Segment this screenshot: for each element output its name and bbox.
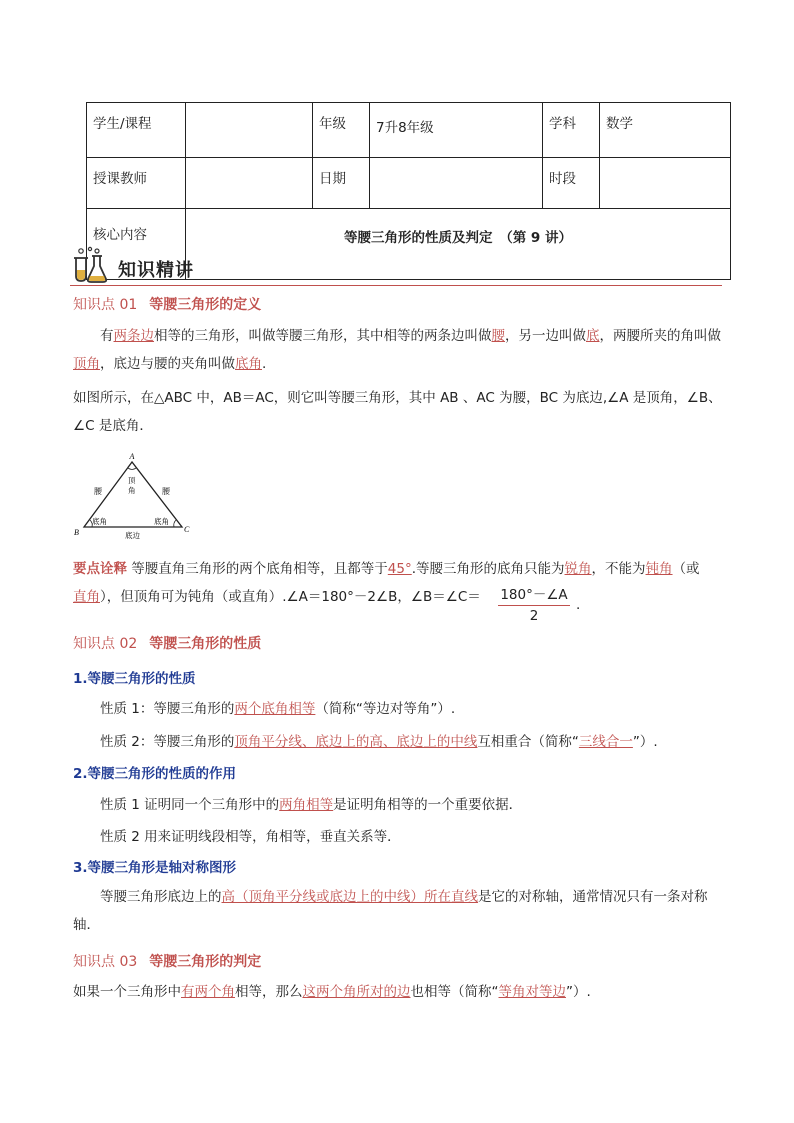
base-label: 底边 xyxy=(125,531,140,540)
text: ”）. xyxy=(566,984,591,1000)
key-note xyxy=(73,555,725,611)
text: 相等，那么 xyxy=(235,984,303,1000)
kp3-criterion xyxy=(73,978,725,1006)
text: 有 xyxy=(100,328,114,344)
knowledge-point-2-heading xyxy=(73,633,261,653)
text: ，底边与腰的夹角叫做 xyxy=(100,356,235,372)
keyword: 这两个角所对的边 xyxy=(302,984,411,1000)
period-label: 时段 xyxy=(543,158,600,209)
text: ，两腰所夹的角叫做 xyxy=(599,328,721,344)
isosceles-triangle-figure xyxy=(70,450,200,542)
keyword: 腰 xyxy=(491,328,505,344)
text: 性质 1 证明同一个三角形中的 xyxy=(100,797,280,813)
vertex-B-label: B xyxy=(74,528,79,537)
keyword: 直角 xyxy=(73,589,100,605)
text: ，不能为 xyxy=(591,561,646,577)
keyword: 45° xyxy=(387,561,412,577)
subject-value: 数学 xyxy=(600,103,731,158)
keyword: 高（顶角平分线或底边上的中线）所在直线 xyxy=(221,889,478,905)
top-angle-label-2: 角 xyxy=(128,486,136,495)
vertex-C-label: C xyxy=(184,525,190,534)
text: （简称“等边对等角”）. xyxy=(315,701,456,717)
property-1 xyxy=(100,697,455,717)
keyword: 两角相等 xyxy=(279,797,334,813)
kp1-number: 知识点 01 xyxy=(73,297,138,313)
keyword: 两条边 xyxy=(113,328,154,344)
leg-label-right: 腰 xyxy=(162,487,170,496)
teacher-value xyxy=(186,158,313,209)
formula-fraction xyxy=(498,583,570,624)
text: 相等的三角形，叫做等腰三角形，其中相等的两条边叫做 xyxy=(154,328,492,344)
text: 性质 1：等腰三角形的 xyxy=(100,701,235,717)
kp2-subheading-2: 2.等腰三角形的性质的作用 xyxy=(73,766,237,782)
property-use-1 xyxy=(100,793,522,813)
teacher-label: 授课教师 xyxy=(87,158,186,209)
text: 如果一个三角形中 xyxy=(73,984,181,1000)
text: 等腰三角形底边上的 xyxy=(100,889,222,905)
fraction-bar xyxy=(498,605,570,606)
keyword: 钝角 xyxy=(645,561,673,577)
kp1-figure-description: 如图所示，在△ABC 中，AB＝AC，则它叫等腰三角形，其中 AB 、AC 为腰，BC 为底边,∠A 是顶角，∠B、∠C 是底角． xyxy=(73,390,722,434)
base-angle-label-left: 底角 xyxy=(92,517,107,526)
section-heading xyxy=(70,244,722,286)
leg-label-left: 腰 xyxy=(94,487,102,496)
date-label: 日期 xyxy=(313,158,370,209)
student-value xyxy=(186,103,313,158)
kp3-number: 知识点 03 xyxy=(73,954,138,970)
period-value xyxy=(600,158,731,209)
text: 也相等（简称“ xyxy=(410,984,499,1000)
keyword: 顶角平分线、底边上的高、底边上的中线 xyxy=(234,734,478,750)
section-divider xyxy=(70,285,722,286)
text: 是它的对称轴，通常情况只有一条对称轴． xyxy=(73,889,708,933)
kp3-title: 等腰三角形的判定 xyxy=(149,954,262,970)
kp2-subheading-1: 1.等腰三角形的性质 xyxy=(73,671,196,687)
subject-label: 学科 xyxy=(543,103,600,158)
vertex-A-label: A xyxy=(129,452,135,461)
keyword: 底 xyxy=(586,328,600,344)
grade-value: 7升8年级 xyxy=(370,103,543,158)
keyword: 底角 xyxy=(235,356,262,372)
text: 性质 2：等腰三角形的 xyxy=(100,734,235,750)
student-label: 学生/课程 xyxy=(87,103,186,158)
property-use-2: 性质 2 用来证明线段相等，角相等，垂直关系等． xyxy=(100,829,401,845)
kp2-subheading-3: 3.等腰三角形是轴对称图形 xyxy=(73,860,237,876)
text: 等腰直角三角形的两个底角相等，且都等于 xyxy=(131,561,388,577)
grade-label: 年级 xyxy=(313,103,370,158)
text: ”）. xyxy=(632,734,658,750)
flask-icon xyxy=(70,246,110,284)
base-angle-label-right: 底角 xyxy=(154,517,169,526)
text: 互相重合（简称“ xyxy=(477,734,579,750)
top-angle-label-1: 顶 xyxy=(128,476,136,485)
keyword: 两个底角相等 xyxy=(234,701,316,717)
text: . xyxy=(262,356,267,372)
fraction-numerator: 180°－∠A xyxy=(500,587,568,603)
kp1-title: 等腰三角形的定义 xyxy=(149,297,262,313)
formula-end: . xyxy=(576,597,581,613)
text: 是证明角相等的一个重要依据． xyxy=(333,797,523,813)
kp2-title: 等腰三角形的性质 xyxy=(149,636,262,652)
text: ，另一边叫做 xyxy=(505,328,586,344)
core-label: 核心内容 xyxy=(87,209,186,280)
symmetry-axis-text xyxy=(73,883,725,939)
property-2 xyxy=(100,730,658,750)
knowledge-point-1-heading xyxy=(73,294,261,314)
keyword: 有两个角 xyxy=(181,984,235,1000)
kp1-definition xyxy=(73,322,725,378)
keyword: 顶角 xyxy=(73,356,100,372)
section-title: 知识精讲 xyxy=(118,260,194,281)
kp2-number: 知识点 02 xyxy=(73,636,138,652)
core-content-title: 等腰三角形的性质及判定 （第 9 讲） xyxy=(186,209,731,280)
note-label: 要点诠释 xyxy=(73,561,127,577)
keyword: 锐角 xyxy=(564,561,592,577)
keyword: 等角对等边 xyxy=(498,984,566,1000)
date-value xyxy=(370,158,543,209)
text: .等腰三角形的底角只能为 xyxy=(411,561,565,577)
keyword: 三线合一 xyxy=(578,734,633,750)
fraction-denominator: 2 xyxy=(529,608,539,624)
knowledge-point-3-heading xyxy=(73,951,261,971)
text: ），但顶角可为钝角（或直角）.∠A＝180°－2∠B，∠B＝∠C＝ xyxy=(100,589,481,605)
text: （或 xyxy=(672,561,700,577)
